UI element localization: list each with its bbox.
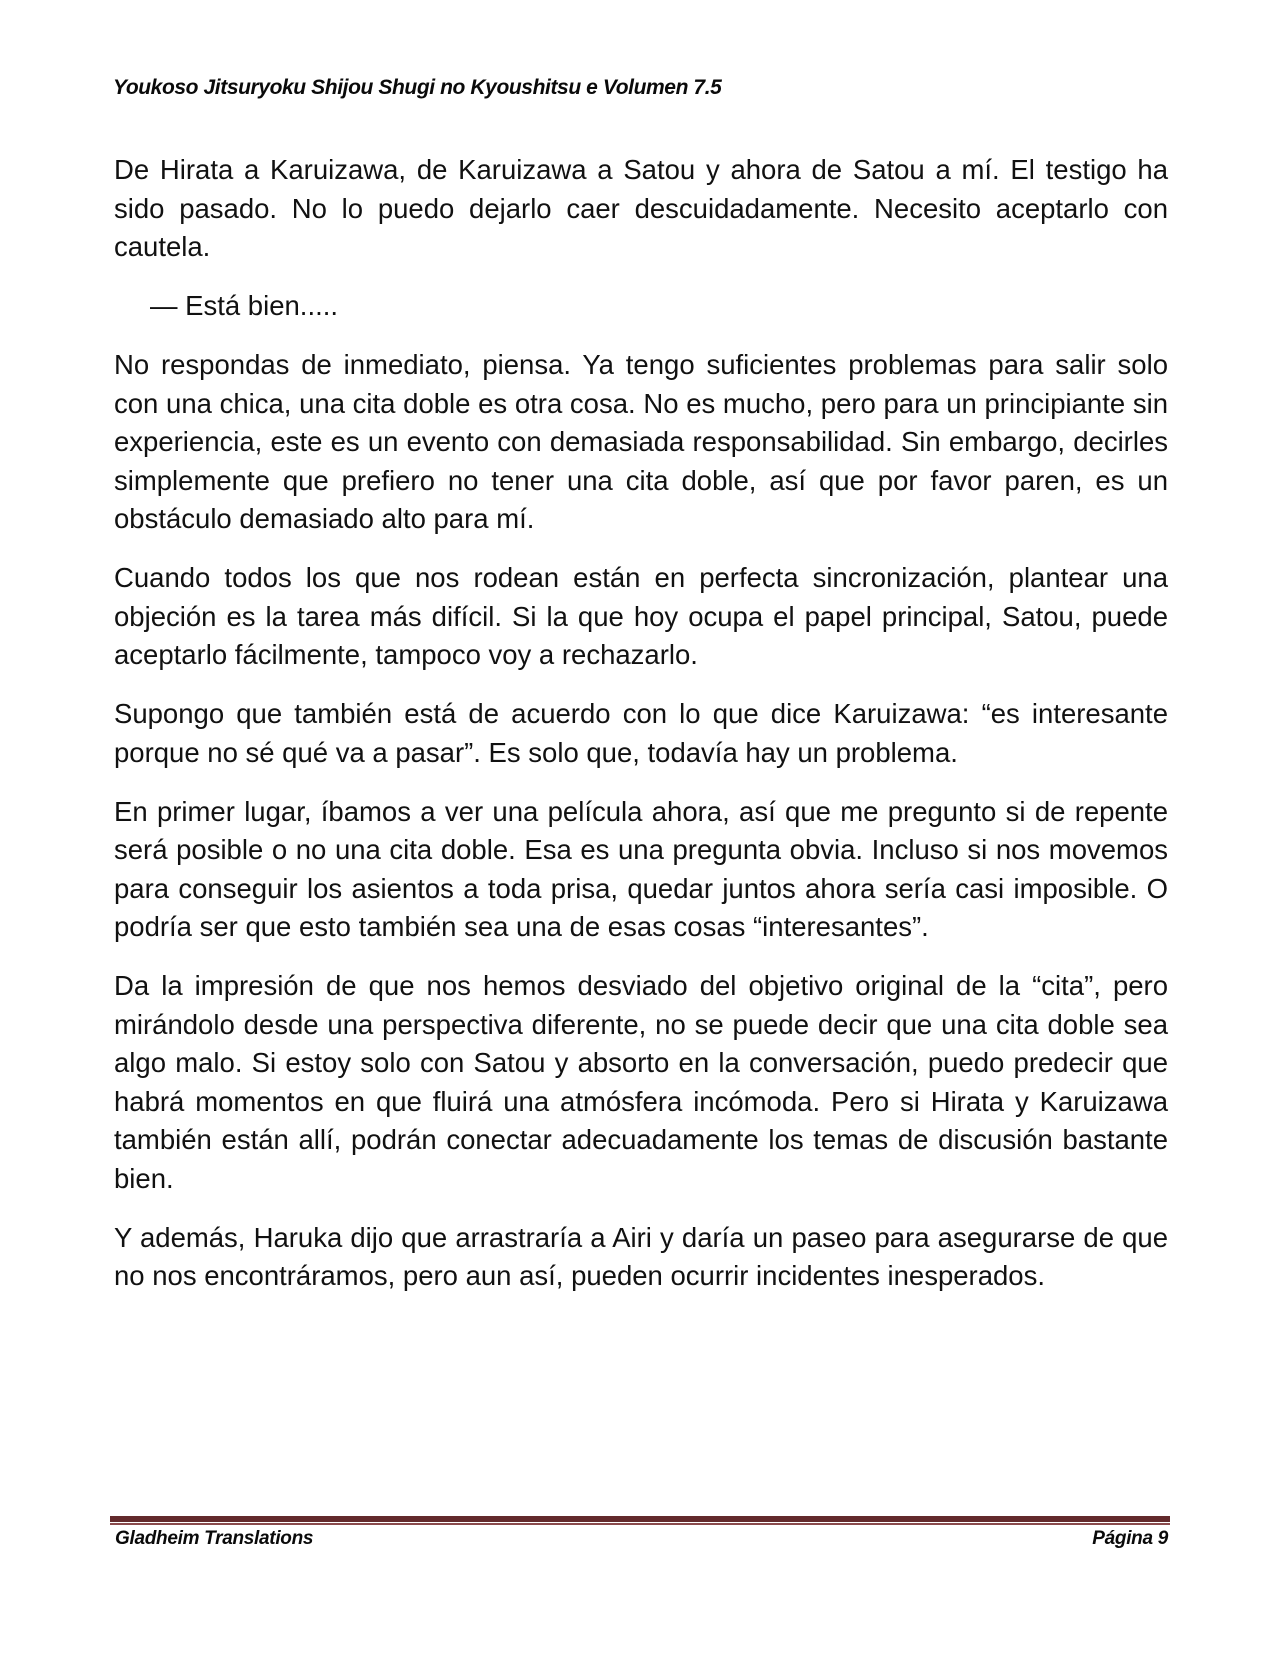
footer-divider	[110, 1516, 1170, 1522]
footer-translator-credit: Gladheim Translations	[115, 1528, 314, 1549]
dialogue-line: — Está bien.....	[150, 290, 339, 321]
paragraph: No respondas de inmediato, piensa. Ya tengo suficientes problemas para salir solo con una chica, una cita doble es otra cosa. No es mucho, pero para un principiante sin experiencia, este es un evento con demasiada responsabilidad. Sin embargo, decirles simplemente que prefiero no tener una cita doble, así que por favor paren, es un obstáculo demasiado alto para mí.	[114, 349, 1168, 534]
paragraph: Da la impresión de que nos hemos desviado del objetivo original de la “cita”, pero mirándolo desde una perspectiva diferente, no se puede decir que una cita doble sea algo malo. Si estoy solo con Satou y absorto en la conversación, puedo predecir que habrá momentos en que fluirá una atmósfera incómoda. Pero si Hirata y Karuizawa también están allí, podrán conectar adecuadamente los temas de discusión bastante bien.	[114, 970, 1168, 1194]
document-body	[114, 151, 1168, 1316]
paragraph: Y además, Haruka dijo que arrastraría a Airi y daría un paseo para asegurarse de que no nos encontráramos, pero aun así, pueden ocurrir incidentes inesperados.	[114, 1221, 1168, 1291]
paragraph: Cuando todos los que nos rodean están en perfecta sincronización, plantear una objeción es la tarea más difícil. Si la que hoy ocupa el papel principal, Satou, puede aceptarlo fácilmente, tampoco voy a rechazarlo.	[114, 562, 1168, 670]
page-header-title: Youkoso Jitsuryoku Shijou Shugi no Kyoushitsu e Volumen 7.5	[113, 76, 722, 99]
paragraph: En primer lugar, íbamos a ver una película ahora, así que me pregunto si de repente será posible o no una cita doble. Esa es una pregunta obvia. Incluso si nos movemos para conseguir los asientos a toda prisa, quedar juntos ahora sería casi imposible. O podría ser que esto también sea una de esas cosas “interesantes”.	[114, 795, 1168, 942]
footer-divider-thin	[110, 1523, 1170, 1525]
paragraph: De Hirata a Karuizawa, de Karuizawa a Satou y ahora de Satou a mí. El testigo ha sido pasado. No lo puedo dejarlo caer descuidadamente. Necesito aceptarlo con cautela.	[114, 154, 1168, 262]
footer-page-number: Página 9	[1092, 1528, 1168, 1549]
paragraph: Supongo que también está de acuerdo con lo que dice Karuizawa: “es interesante porque no sé qué va a pasar”. Es solo que, todavía hay un problema.	[114, 698, 1168, 768]
